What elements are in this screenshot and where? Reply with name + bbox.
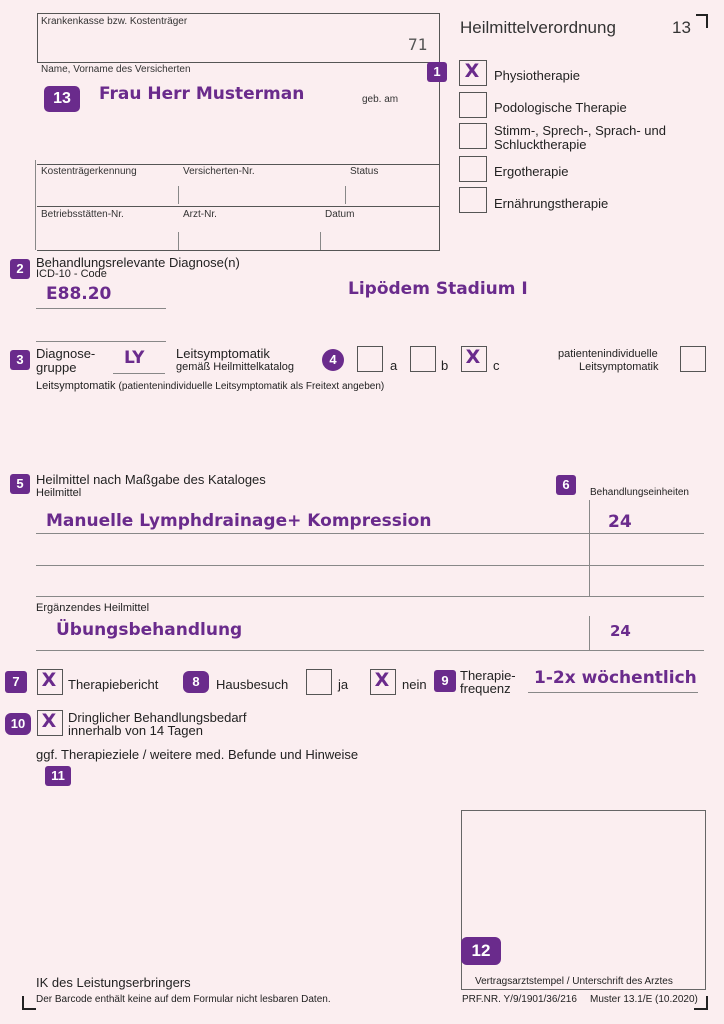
checkbox-ergotherapie[interactable]: [459, 156, 487, 182]
freq-label-2: frequenz: [460, 681, 511, 696]
icd-line-2: [36, 341, 166, 342]
hausbesuch-label: Hausbesuch: [216, 677, 289, 692]
kasse-value: 71: [408, 35, 428, 54]
remedies-heading: Heilmittel nach Maßgabe des Kataloges: [36, 472, 266, 487]
leit-label-2: gemäß Heilmittelkatalog: [176, 361, 294, 373]
checkbox-stimm[interactable]: [459, 123, 487, 149]
freitext-label: [36, 380, 384, 392]
checkbox-hausbesuch-ja[interactable]: [306, 669, 332, 695]
label-stimm-2: Schlucktherapie: [494, 137, 587, 152]
kostentraeger-label: Kostenträgerkennung: [41, 166, 137, 177]
footer-prf: PRF.NR. Y/9/1901/36/216: [462, 994, 577, 1005]
units-divider: [589, 500, 590, 596]
checkbox-leit-b[interactable]: [410, 346, 436, 372]
header-top-line: [37, 13, 440, 14]
corner-bl-h: [22, 1008, 36, 1010]
remedy-line-3: [36, 596, 704, 597]
checkbox-ernaehrung[interactable]: [459, 187, 487, 213]
nein-label: nein: [402, 677, 427, 692]
individual-label-2: Leitsymptomatik: [579, 361, 659, 373]
remedy-line-1: [36, 533, 704, 534]
form-title: Heilmittelverordnung: [460, 18, 616, 37]
extra-divider: [589, 616, 590, 650]
extra-line: [36, 650, 704, 651]
badge-8: 8: [183, 671, 209, 693]
status-label: Status: [350, 166, 379, 177]
label-physiotherapie: Physiotherapie: [494, 68, 580, 83]
checkbox-leit-a[interactable]: [357, 346, 383, 372]
kasse-label: Krankenkasse bzw. Kostenträger: [41, 16, 188, 27]
patient-name: Frau Herr Musterman: [99, 84, 305, 104]
badge-9: 9: [434, 670, 456, 692]
main-remedy[interactable]: Manuelle Lymphdrainage+ Kompression: [46, 511, 432, 531]
label-ernaehrung: Ernährungstherapie: [494, 196, 609, 211]
name-top-line: [37, 62, 440, 63]
group-label-2: gruppe: [36, 360, 77, 375]
badge-5: 5: [10, 474, 30, 494]
nein-mark: X: [374, 669, 390, 691]
tick-4: [320, 232, 321, 250]
physiotherapie-mark: X: [464, 60, 480, 82]
dringlich-label-2: innerhalb von 14 Tagen: [68, 723, 203, 738]
freitext-hint: (patientenindividuelle Leitsymptomatik als Freitext angeben): [118, 381, 385, 392]
diagnosis-heading: Behandlungsrelevante Diagnose(n): [36, 255, 240, 270]
geb-label: geb. am: [362, 94, 399, 105]
freq-underline: [528, 692, 698, 693]
form-number: 13: [672, 18, 691, 37]
corner-tr-v: [706, 14, 708, 28]
freq-label-1: Therapie-: [460, 668, 516, 683]
freq-value[interactable]: 1-2x wöchentlich: [534, 668, 697, 688]
remedies-sub-label: Heilmittel: [36, 487, 82, 499]
badge-11: 11: [45, 766, 71, 786]
badge-2: 2: [10, 259, 30, 279]
name-label: Name, Vorname des Versicherten: [41, 64, 191, 75]
badge-1: 1: [427, 62, 447, 82]
remedy-line-2: [36, 565, 704, 566]
leit-c-mark: X: [465, 346, 481, 368]
header-left-line: [37, 13, 38, 63]
ja-label: ja: [338, 677, 349, 692]
badge-10: 10: [5, 713, 31, 735]
leit-label-1: Leitsymptomatik: [176, 346, 270, 361]
ziele-label: ggf. Therapieziele / weitere med. Befunde und Hinweise: [36, 747, 359, 762]
icd-value[interactable]: E88.20: [46, 284, 112, 304]
extra-label: Ergänzendes Heilmittel: [36, 602, 150, 614]
header-bottom-line: [37, 250, 440, 251]
icd-line-1: [36, 308, 166, 309]
group-value[interactable]: LY: [124, 348, 145, 368]
individual-label-1: patientenindividuelle: [558, 348, 658, 360]
label-ergotherapie: Ergotherapie: [494, 164, 569, 179]
datum-label: Datum: [325, 209, 355, 220]
leit-b-label: b: [441, 358, 449, 373]
dringlich-label-1: Dringlicher Behandlungsbedarf: [68, 710, 247, 725]
betrieb-label: Betriebsstätten-Nr.: [41, 209, 124, 220]
extra-units[interactable]: 24: [610, 622, 631, 640]
footer-left: Der Barcode enthält keine auf dem Formular nicht lesbaren Daten.: [36, 994, 331, 1005]
group-underline: [113, 373, 165, 374]
badge-13: 13: [44, 86, 80, 112]
tick-2: [345, 186, 346, 204]
leit-a-label: a: [390, 358, 398, 373]
dringlich-mark: X: [41, 710, 57, 732]
badge-6: 6: [556, 475, 576, 495]
checkbox-individual[interactable]: [680, 346, 706, 372]
diagnosis-text[interactable]: Lipödem Stadium I: [348, 279, 528, 299]
extra-remedy[interactable]: Übungsbehandlung: [56, 620, 243, 640]
units-label: Behandlungseinheiten: [590, 487, 689, 498]
leit-c-label: c: [493, 358, 500, 373]
icd-label: ICD-10 - Code: [36, 268, 107, 280]
arzt-label: Arzt-Nr.: [183, 209, 217, 220]
label-podologie: Podologische Therapie: [494, 100, 627, 115]
main-units[interactable]: 24: [608, 512, 632, 532]
badge-3: 3: [10, 350, 30, 370]
footer-muster: Muster 13.1/E (10.2020): [590, 994, 698, 1005]
badge-7: 7: [5, 671, 27, 693]
badge-12: 12: [461, 937, 501, 965]
kt-left-line: [35, 160, 36, 250]
versicherten-label: Versicherten-Nr.: [183, 166, 255, 177]
therapiebericht-mark: X: [41, 669, 57, 691]
tick-3: [178, 232, 179, 250]
stamp-label: Vertragsarztstempel / Unterschrift des Arztes: [475, 976, 673, 987]
bs-top-line: [37, 206, 440, 207]
badge-4: 4: [322, 349, 344, 371]
tick-1: [178, 186, 179, 204]
header-right-line: [439, 13, 440, 250]
checkbox-podologie[interactable]: [459, 92, 487, 118]
ik-label: IK des Leistungserbringers: [36, 975, 191, 990]
kt-top-line: [37, 164, 440, 165]
freitext-label-main: Leitsymptomatik: [36, 380, 116, 392]
therapiebericht-label: Therapiebericht: [68, 677, 159, 692]
corner-br-h: [694, 1008, 708, 1010]
label-stimm-1: Stimm-, Sprech-, Sprach- und: [494, 123, 666, 138]
group-label-1: Diagnose-: [36, 346, 96, 361]
